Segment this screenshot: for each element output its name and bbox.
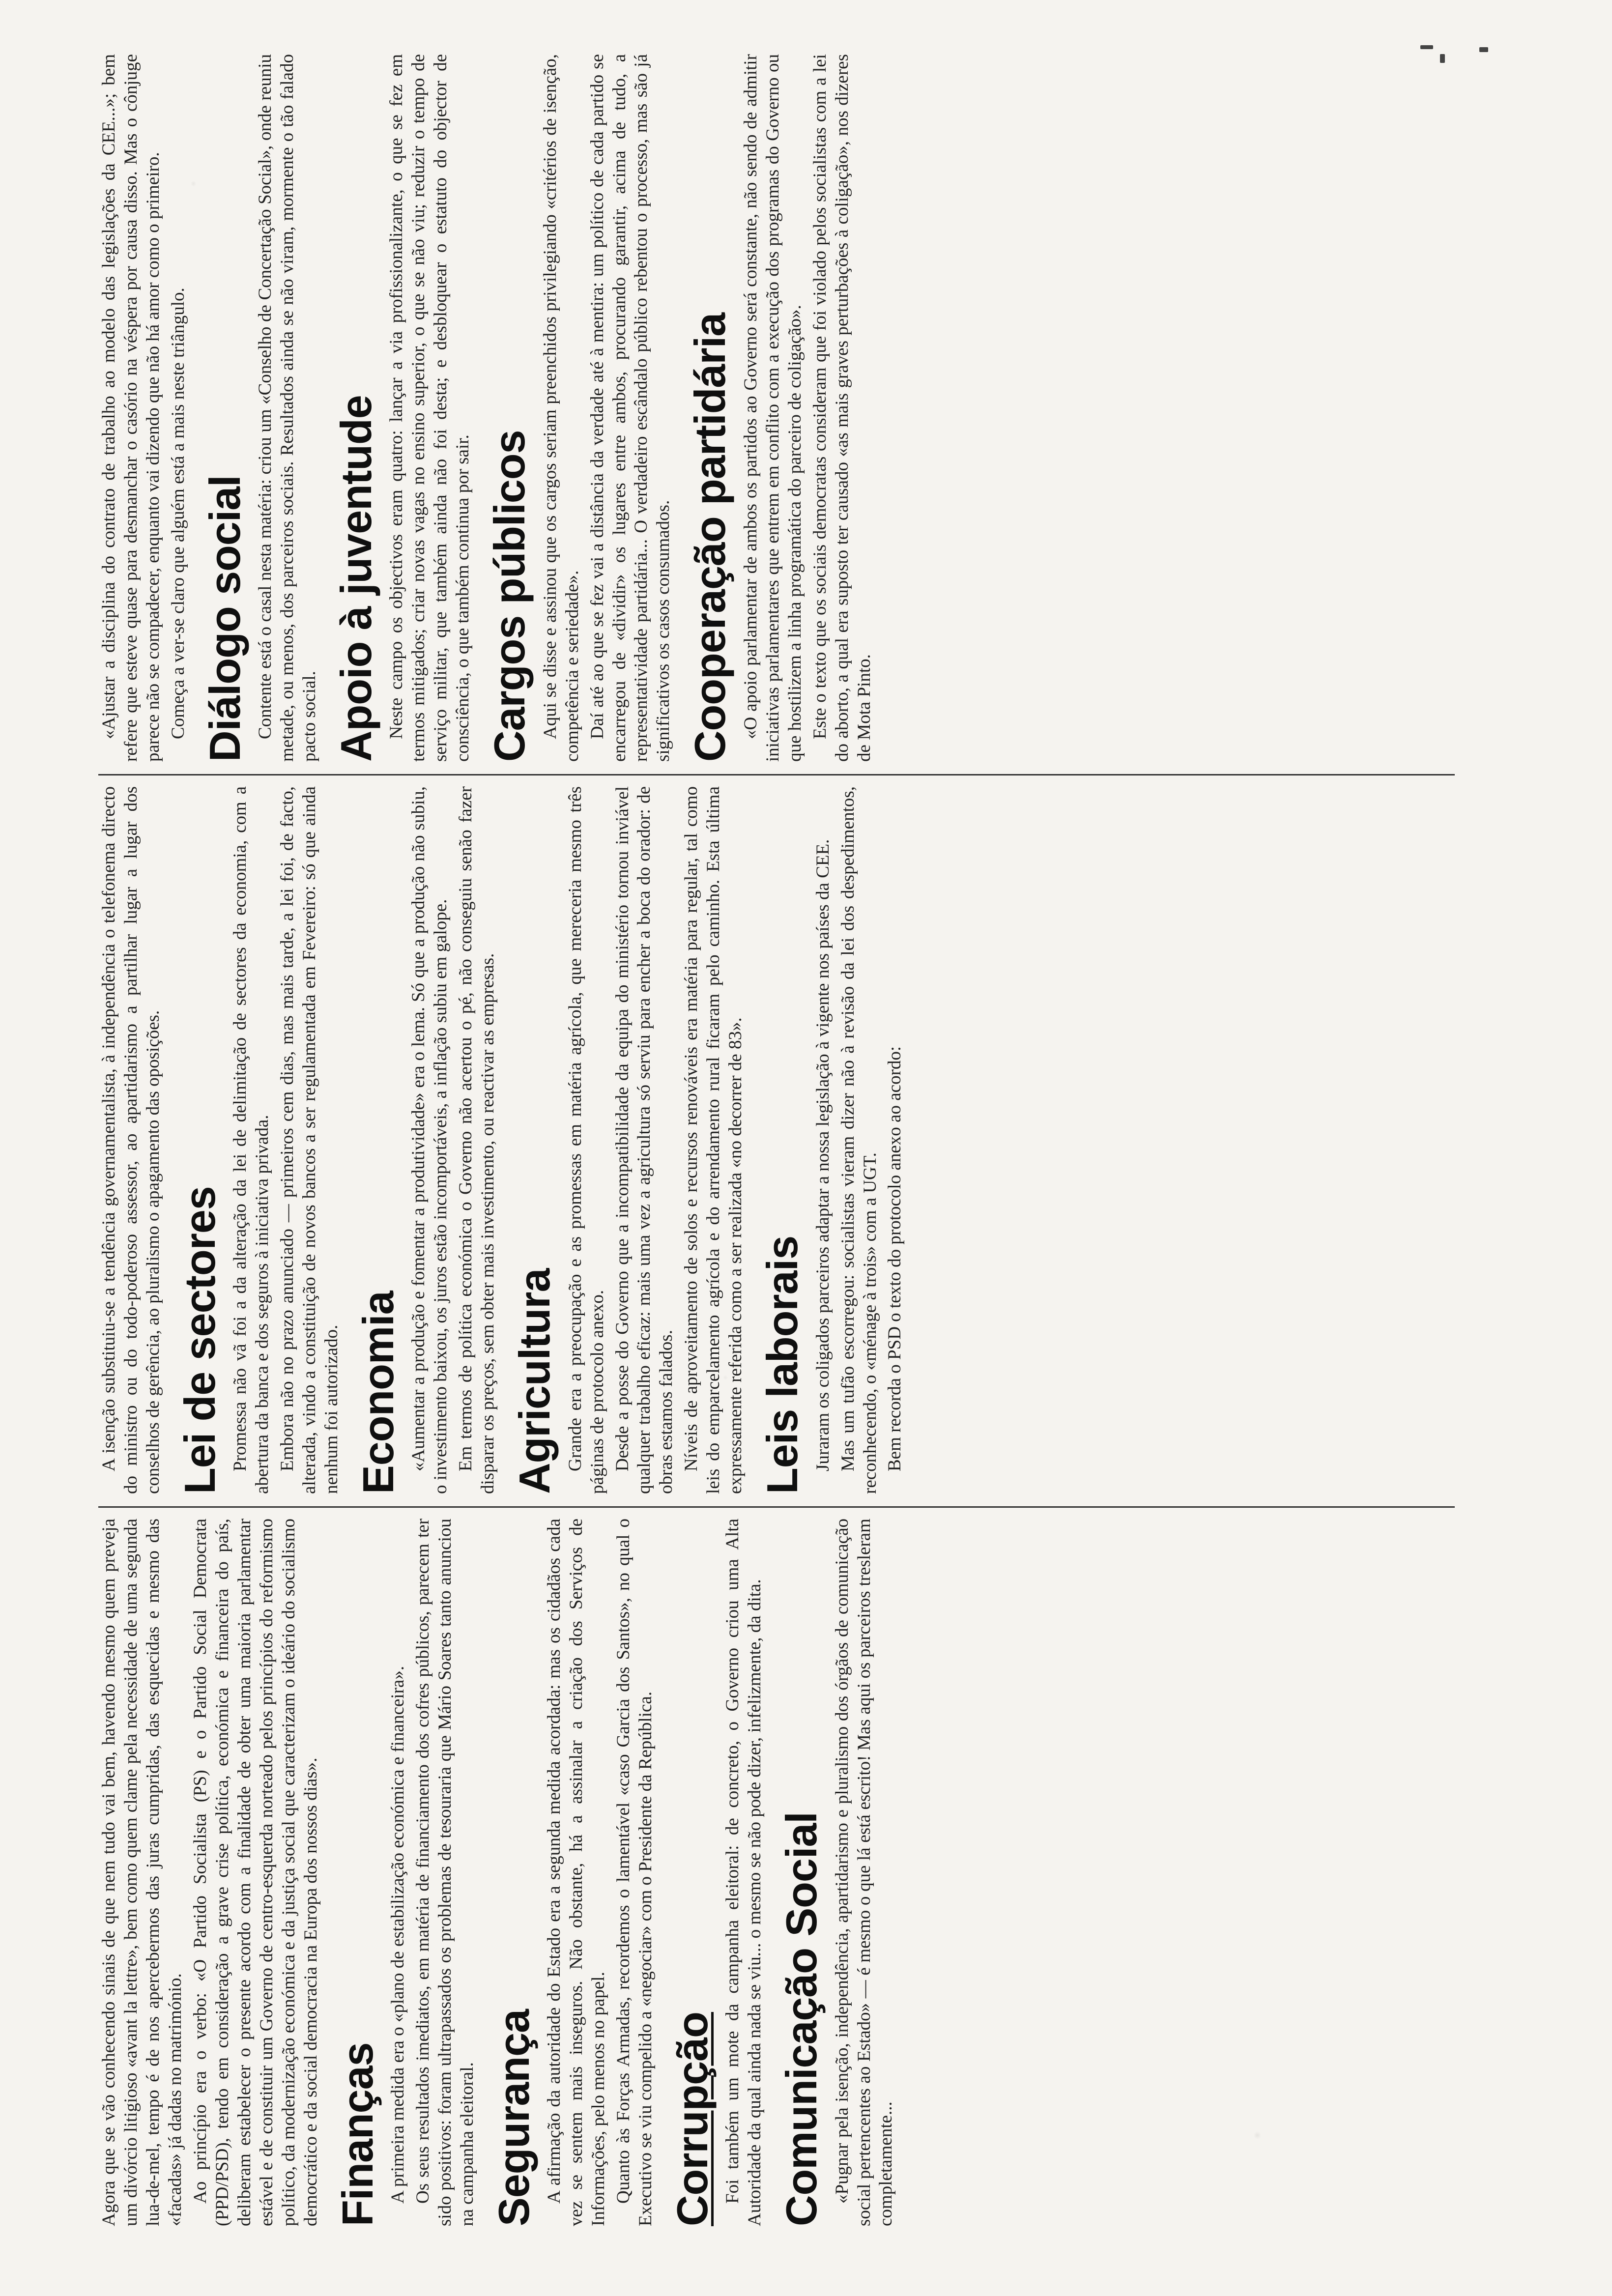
article-paragraph: Aqui se disse e assinou que os cargos seriam preenchidos privilegiando «critérios de isenção, competência e seriedade». xyxy=(540,54,582,762)
section-heading: Finanças xyxy=(333,2042,382,2226)
article-paragraph: Foi também um mote da campanha eleitoral: de concreto, o Governo criou uma Alta Autoridade da qual ainda nada se viu... o mesmo se não pode dizer, infelizmente, da dita. xyxy=(722,1519,765,2226)
article-paragraph: Neste campo os objectivos eram quatro: lançar a via profissionalizante, o que se fez em termos mitigados; criar novas vagas no ensino superior, o que se não viu; reduzir o tempo de serviço militar, que também ainda não foi desta; e desbloquear o estatuto do objector de consciência, o que também continua por sair. xyxy=(386,54,473,762)
article-paragraph: Contente está o casal nesta matéria: criou um «Conselho de Concertação Social», onde reuniu metade, ou menos, dos parceiros sociais. Resultados ainda se não viram, mormente o tão falado pacto social. xyxy=(255,54,320,762)
scan-artifact xyxy=(1440,54,1445,63)
section-heading: Comunicação Social xyxy=(777,1812,826,2226)
section-heading: Diálogo social xyxy=(200,475,249,762)
article-paragraph: Este o texto que os sociais democratas consideram que foi violado pelos socialistas com a lei do aborto, a qual era suposto ter causado «as mais graves perturbações à coligação», nos dizeres de Mota Pinto. xyxy=(809,54,874,762)
article-paragraph: Juraram os coligados parceiros adaptar a nossa legislação à vigente nos países da CEE. xyxy=(812,839,833,1471)
section-heading: Economia xyxy=(354,1291,403,1494)
section-heading: Apoio à juventude xyxy=(332,395,381,762)
article-paragraph: Daí até ao que se fez vai a distância da verdade até à mentira: um político de cada partido se encarregou de «dividir» os lugares entre ambos, procurando garantir, acima de tudo, a representatividade partidária... O verdadeiro escândalo público rebentou o processo, mas são já significativos os casos consumados. xyxy=(587,54,674,762)
section-heading: Lei de sectores xyxy=(175,1186,224,1494)
article-paragraph: Embora não no prazo anunciado — primeiros cem dias, mas mais tarde, a lei foi, de facto, alterada, vindo a constituição de novos bancos a ser regulamentada em Fevereiro: só que ainda nenhum foi autorizado. xyxy=(277,786,342,1494)
article-paragraph: Em termos de política económica o Governo não acertou o pé, não conseguiu senão fazer disparar os preços, sem obter mais investimento, ou reactivar as empresas. xyxy=(456,786,498,1494)
article-paragraph: «Ajustar a disciplina do contrato de trabalho ao modelo das legislações da CEE...»; bem refere que esteve quase para desmanchar o casório na véspera por causa disso. Mas o cônjuge parece não se compadecer, enquanto vai dizendo que não há amor como o primeiro. xyxy=(99,54,163,762)
section-heading: Segurança xyxy=(489,2009,538,2226)
column-divider xyxy=(98,1506,1455,1508)
article-paragraph: A afirmação da autoridade do Estado era a segunda medida acordada: mas os cidadãos cada vez se sentem mais inseguros. Não obstante, há a assinalar a criação dos Serviços de Informações, pelo menos no papel. xyxy=(544,1519,609,2226)
article-paragraph: A primeira medida era o «plano de estabilização económica e financeira». xyxy=(387,1665,408,2204)
section-heading: Leis laborais xyxy=(758,1235,807,1494)
section-heading: Cooperação partidária xyxy=(686,313,735,762)
article-paragraph: Mas um tufão escorregou: socialistas vieram dizer não à revisão da lei dos despedimentos, reconhecendo, o «ménage à trois» com a UGT. xyxy=(837,786,880,1494)
article-column-1 xyxy=(98,1519,1455,2226)
column-divider xyxy=(98,774,1455,775)
article-paragraph: Desde a posse do Governo que a incompatibilidade da equipa do ministério tornou inviável qualquer trabalho eficaz: mais uma vez a agricultura só serviu para encher a boca do orador: de obras estamos falados. xyxy=(612,786,677,1494)
article-paragraph: Quanto às Forças Armadas, recordemos o lamentável «caso Garcia dos Santos», no qual o Executivo se viu compelido a «negociar» com o Presidente da República. xyxy=(613,1519,656,2226)
article-paragraph: «Aumentar a produção e fomentar a produtividade» era o lema. Só que a produção não subiu, o investimento baixou, os juros estão incomportáveis, a inflação subiu em galope. xyxy=(408,786,451,1494)
section-heading: Agricultura xyxy=(510,1268,559,1494)
article-paragraph: Começa a ver-se claro que alguém está a mais neste triângulo. xyxy=(168,287,188,739)
section-heading: Corrupção xyxy=(667,2012,717,2226)
newspaper-page-rotated xyxy=(98,54,1455,2226)
article-paragraph: Promessa não vã foi a da alteração da lei de delimitação de sectores da economia, com a abertura da banca e dos seguros à iniciativa privada. xyxy=(230,786,273,1494)
scan-artifact xyxy=(1420,45,1433,49)
article-paragraph: Níveis de aproveitamento de solos e recursos renováveis era matéria para regular, tal como leis do emparcelamento agrícola e do arrendamento rural ficaram pelo caminho. Esta última expressamente referida como a ser realizada «no decorrer de 83». xyxy=(681,786,746,1494)
article-paragraph: A isenção substituiu-se a tendência governamentalista, à independência o telefonema directo do ministro ou do todo-poderoso assessor, ao apartidarismo a partilhar lugar a lugar dos conselhos de gerência, ao pluralismo o apagamento das oposições. xyxy=(99,786,163,1494)
article-paragraph: Os seus resultados imediatos, em matéria de financiamento dos cofres públicos, parecem ter sido positivos: foram ultrapassados os problemas de tesouraria que Mário Soares tanto anunciou na campanha eleitoral. xyxy=(412,1519,477,2226)
scan-artifact xyxy=(1479,47,1488,52)
article-column-2 xyxy=(98,786,1455,1494)
article-paragraph: Agora que se vão conhecendo sinais de que nem tudo vai bem, havendo mesmo quem preveja um divórcio litigioso «avant la lettre», bem como quem clame pela necessidade de uma segunda lua-de-mel, tempo é de nos apercebermos das juras cumpridas, das esquecidas e mesmo das «facadas» já dadas no matrimónio. xyxy=(99,1519,185,2226)
article-column-3 xyxy=(98,54,1455,762)
article-paragraph: Bem recorda o PSD o texto do protocolo anexo ao acordo: xyxy=(885,1046,905,1471)
article-paragraph: Grande era a preocupação e as promessas em matéria agrícola, que mereceria mesmo três páginas de protocolo anexo. xyxy=(565,786,607,1494)
article-paragraph: Ao princípio era o verbo: «O Partido Socialista (PS) e o Partido Social Democrata (PPD/PSD), tendo em consideração a grave crise política, económica e financeira do país, deliberam estabelecer o presente acordo com a finalidade de obter uma maioria parlamentar estável e de constituir um Governo de centro-esquerda norteado pelos princípios do reformismo político, da modernização económica e da justiça social que caracterizam o ideário do socialismo democrático e da social democracia na Europa dos nossos dias». xyxy=(190,1519,321,2226)
article-paragraph: «O apoio parlamentar de ambos os partidos ao Governo será constante, não sendo de admitir iniciativas parlamentares que entrem em conflito com a execução dos programas do Governo ou que hostilizem a linha programática do parceiro de coligação». xyxy=(740,54,805,762)
section-heading: Cargos públicos xyxy=(485,430,534,762)
article-paragraph: «Pugnar pela isenção, independência, apartidarismo e pluralismo dos órgãos de comunicação social pertencentes ao Estado» — é mesmo o que lá está escrito! Mas aqui os parceiros tresleram completamente... xyxy=(832,1519,896,2226)
